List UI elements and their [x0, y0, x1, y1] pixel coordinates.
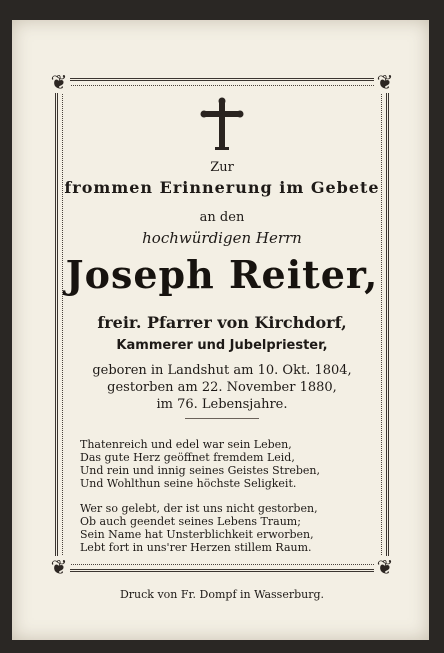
birth-line: geboren in Landshut am 10. Okt. 1804, — [92, 363, 352, 378]
office-line: Kammerer und Jubelpriester, — [116, 338, 328, 353]
honorific-line: hochwürdigen Herrn — [142, 229, 302, 247]
verse-line: Lebt fort in uns'rer Herzen stillem Raum. — [80, 541, 312, 554]
preposition-line: an den — [199, 210, 245, 225]
verse-line: Ob auch geendet seines Lebens Traum; — [80, 515, 301, 528]
divider — [185, 418, 259, 419]
death-line: gestorben am 22. November 1880, — [107, 380, 337, 395]
verse-line: Und rein und innig seines Geistes Streben, — [80, 464, 321, 477]
verse-line: Und Wohlthun seine höchste Seligkeit. — [80, 477, 297, 490]
verse-stanza-2 — [80, 502, 370, 554]
verse-line: Wer so gelebt, der ist uns nicht gestorben, — [80, 502, 318, 515]
printer-imprint: Druck von Fr. Dompf in Wasserburg. — [119, 588, 325, 601]
verse-stanza-1 — [80, 438, 370, 490]
memorial-line: frommen Erinnerung im Gebete — [64, 178, 380, 197]
verse-line: Sein Name hat Unsterblichkeit erworben, — [80, 528, 314, 541]
deceased-name: Joseph Reiter, — [65, 252, 379, 297]
corner-ornament-icon: ❦ — [48, 71, 70, 93]
life-dates — [55, 362, 389, 413]
verse-line: Das gute Herz geöffnet fremdem Leid, — [80, 451, 295, 464]
age-line: im 76. Lebensjahre. — [156, 397, 288, 412]
header-line: Zur — [210, 160, 234, 175]
title-line: freir. Pfarrer von Kirchdorf, — [97, 313, 347, 332]
verse-line: Thatenreich und edel war sein Leben, — [80, 438, 292, 451]
corner-ornament-icon: ❦ — [374, 71, 396, 93]
corner-ornament-icon: ❦ — [48, 556, 70, 578]
corner-ornament-icon: ❦ — [374, 556, 396, 578]
cross-icon — [199, 97, 245, 153]
